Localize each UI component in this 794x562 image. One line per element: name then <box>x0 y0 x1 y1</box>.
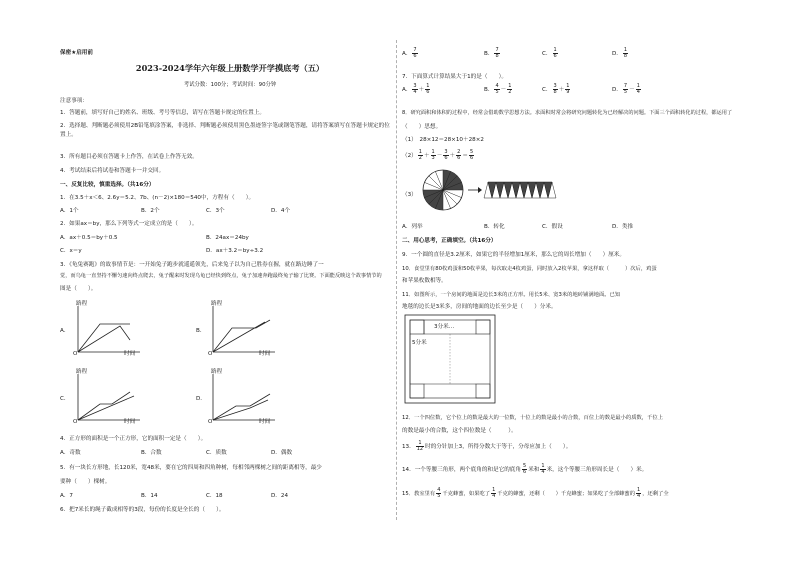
arrow-icon <box>468 187 482 193</box>
graph-letter: D． <box>196 396 206 402</box>
option: B．转化 <box>484 224 505 230</box>
rearranged-strip <box>484 182 556 198</box>
question-2: 2．如果ax＝by，那么下列等式一定成立的是（ ）。 <box>60 221 198 227</box>
question-3-line: 觉，而乌龟一直坚持不懈匀速向终点爬去，兔子醒来时发现乌龟已经快到终点，兔子加速奔跑最终兔子输了比赛。下面能反映这个故事情节的 <box>60 273 382 279</box>
question-8-line: （ ）思想。 <box>402 124 442 130</box>
option: A． $\frac{7}{6}$ <box>402 47 417 59</box>
question-10-line: 10．食堂里有80枚鸡蛋和50枚苹果，每次取走4枚鸡蛋，同时放入2枚苹果，拿这样取（ ）次后，鸡蛋 <box>402 266 657 272</box>
question-1: 1．在3.5＋x＜6、2.6y＝5.2、7b、(n－2)×180＝540中，方程有（ ）。 <box>60 195 255 201</box>
graph-origin: O <box>73 419 78 425</box>
question-10-line: 和苹果枚数相等。 <box>402 278 447 284</box>
question-15: 15．教室里有 $\frac{4}{5}$ 千克蜂蜜，如果吃了 $\frac{1}{4}$ 千克的蜂蜜，还剩（ ）千克蜂蜜；如果吃了全部蜂蜜的 $\frac{1}{4}$ ，还剩了全 <box>402 487 669 499</box>
sectored-circle <box>423 170 463 210</box>
question-9: 9．一个圆的直径是3.2厘米，如果它的半径增加1厘米，那么它的周长增加（ ）厘米。 <box>402 252 625 258</box>
exam-meta: 考试分数：100分；考试时间：90分钟 <box>183 82 277 88</box>
section-heading: 二、用心思考，正确填空。（共16分） <box>402 238 497 244</box>
option: B． $\frac{7}{8}$ <box>484 47 499 59</box>
question-8-line: 8．研究面积和体积的过程中，经常会借助数学思想方法。求面积时常会将研究问题转化为已经解决的问题。下面三个面积转化的过程，都运用了 <box>402 110 733 116</box>
note-item: 4．考试结束后将试卷和答题卡一并交回。 <box>60 168 165 174</box>
graph-x-label: 时间 <box>124 351 136 357</box>
graph-a <box>78 306 140 352</box>
graph-y-label: 路程 <box>76 301 88 307</box>
graph-origin: O <box>208 351 213 357</box>
question-12-line: 的数是最小的合数，这个四位数是（ ）。 <box>402 428 517 434</box>
confidential-label: 保密★启用前 <box>60 50 93 56</box>
graph-x-label: 时间 <box>124 419 136 425</box>
option: A．7 <box>60 493 73 499</box>
graph-origin: O <box>73 351 78 357</box>
graph-b <box>213 306 275 352</box>
question-3-line: 3．《龟兔赛跑》的故事情节是：一开始兔子跑步就遥遥领先，后来兔子以为自己胜券在握，就在路边睡了一 <box>60 262 324 268</box>
option: A．列举 <box>402 224 423 230</box>
column-divider <box>396 40 397 520</box>
option: B． $\frac{4}{5}$ － $\frac{1}{2}$ <box>484 83 512 95</box>
option: C． $\frac{3}{8}$ ＋ $\frac{1}{9}$ <box>542 83 570 95</box>
note-item: 1．答题前，填写好自己的姓名、班级、考号等信息，请写在答题卡规定的位置上。 <box>60 110 265 116</box>
option: B．合数 <box>141 450 162 456</box>
exam-title: 2023-2024学年六年级上册数学开学摸底考（五） <box>135 63 325 73</box>
option: C．假设 <box>542 224 563 230</box>
question-6: 6．把7米长的绳子截成相等的3段，每份的长度是全长的（ ）。 <box>60 507 225 513</box>
graph-y-label: 路程 <box>211 301 223 307</box>
graph-x-label: 时间 <box>259 419 271 425</box>
option: B．24ax＝24by <box>206 235 249 241</box>
question-8-item: （3） <box>402 192 417 198</box>
note-item: 2．选择题、判断题必须使用2B铅笔填涂答案，非选择、判断题必须使用黑色墨迹签字笔或钢笔答题，请将答案填写在答题卡规定的位置上。 <box>60 123 390 138</box>
graph-y-label: 路程 <box>76 369 88 375</box>
option: D． $\frac{1}{8}$ <box>612 47 628 59</box>
graph-origin: O <box>208 419 213 425</box>
option: D．4个 <box>271 208 291 214</box>
question-5-line: 要种（ ）棵树。 <box>60 479 111 485</box>
question-14: 14．一个等腰三角形，两个底角的和是它的底角 $\frac{5}{6}$ 米和 $\frac{1}{4}$ 米，这个等腰三角形周长是（ ）米。 <box>402 463 648 475</box>
graph-c <box>78 374 140 420</box>
question-13: 13． $\frac{1}{12}$ 时的分针加上3，所得分数大于等于，分母应加上（ ）。 <box>402 440 572 452</box>
option: A． $\frac{3}{4}$ ＋ $\frac{1}{6}$ <box>402 83 430 95</box>
notes-heading: 注意事项： <box>60 98 88 104</box>
section-heading: 一、反复比较，慎重选择。（共16分） <box>60 182 155 188</box>
circle-transform-figure <box>422 168 562 214</box>
question-8-item: （2） $\frac{1}{2}$ ＋ $\frac{1}{3}$ － $\frac{3}{6}$ ＋ $\frac{2}{6}$ ＝ $\frac{5}{6}$ <box>402 149 474 161</box>
q3-graphs <box>60 296 360 428</box>
question-11-line: 地毯的边长是3米多，房间的地面的边长至少是（ ）分米。 <box>402 304 557 310</box>
question-3-line: 图是（ ）。 <box>60 286 97 292</box>
option: C． $\frac{1}{6}$ <box>542 47 557 59</box>
question-11-line: 11．如图所示，一个房间的地面是边长3米的正方形。用长5米、宽3米的地砖铺满地面。已知 <box>402 292 621 298</box>
question-5-line: 5．有一块长方形地，长120米，宽48米，要在它的四周和四角种树，每相邻两棵树之间的距离相等，最少 <box>60 465 322 471</box>
graph-letter: B． <box>196 328 206 334</box>
note-item: 3．所有题目必须在答题卡上作答，在试卷上作答无效。 <box>60 154 198 160</box>
option: A．1个 <box>60 208 79 214</box>
option: A．ax＋0.5＝by＋0.5 <box>60 235 118 241</box>
option: B．14 <box>141 493 158 499</box>
option: B．2个 <box>141 208 160 214</box>
option: A．奇数 <box>60 450 81 456</box>
option: D． $\frac{7}{5}$ － $\frac{1}{4}$ <box>612 83 640 95</box>
question-4: 4．正方形的面积是一个正方形，它的面积一定是（ ）。 <box>60 436 207 442</box>
tile-length-label: 5分米 <box>412 340 427 346</box>
question-8-item: （1） 28×12＝28×10＋28×2 <box>402 137 484 143</box>
tile-width-label: 3分米… <box>434 324 455 330</box>
graph-d <box>213 374 275 420</box>
option: D．24 <box>271 493 289 499</box>
graph-y-label: 路程 <box>211 369 223 375</box>
option: C．质数 <box>206 450 227 456</box>
question-12-line: 12．一个四位数，它个位上的数是最大的一位数，十位上的数是最小的合数，百位上的数是最小的质数，千位上 <box>402 415 663 421</box>
option: D．类推 <box>612 224 634 230</box>
graph-letter: C． <box>60 396 70 402</box>
option: D．ax＋3.2＝by÷3.2 <box>206 248 264 254</box>
option: C．18 <box>206 493 223 499</box>
graph-letter: A． <box>60 328 70 334</box>
question-7: 7．下面算式计算结果大于1的是（ ）。 <box>402 74 508 80</box>
option: D．偶数 <box>271 450 293 456</box>
option: C．x＝y <box>60 248 82 254</box>
option: C．3个 <box>206 208 225 214</box>
graph-x-label: 时间 <box>259 351 271 357</box>
